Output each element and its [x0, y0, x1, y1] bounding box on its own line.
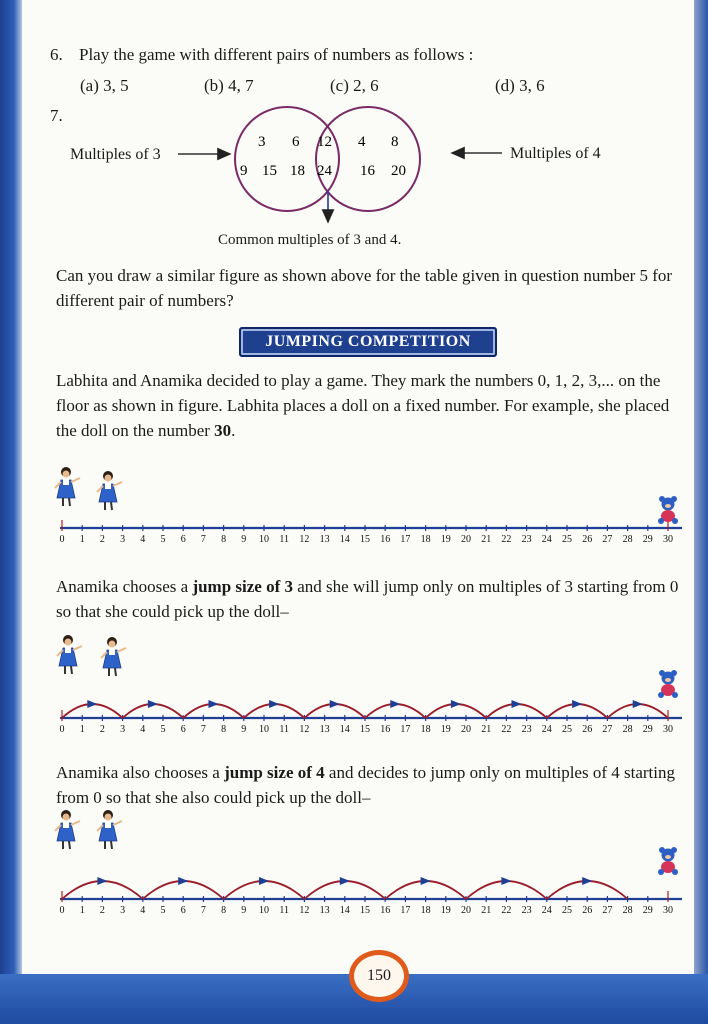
jump-arrowhead — [330, 700, 340, 708]
jump-arrowhead — [390, 700, 400, 708]
tick-label: 28 — [622, 534, 633, 545]
tick-label: 24 — [541, 724, 552, 735]
tick-label: 12 — [299, 534, 310, 545]
intro-paragraph: Labhita and Anamika decided to play a game. They mark the numbers 0, 1, 2, 3,... on the floor as shown in figure. Labhita places a doll on a fixed number. For example, she placed the doll on the number 30. — [56, 371, 670, 440]
tick-label: 26 — [582, 905, 593, 916]
tick-label: 23 — [521, 534, 532, 545]
jump-arrowhead — [582, 877, 592, 885]
tick-label: 27 — [602, 905, 613, 916]
tick-label: 7 — [200, 534, 206, 545]
tick-label: 25 — [562, 905, 572, 916]
jump-arrowhead — [572, 700, 582, 708]
venn-circle-4 — [316, 107, 420, 211]
venn-only4-b: 8 — [391, 134, 399, 150]
tick-label: 29 — [642, 905, 653, 916]
tick-label: 4 — [140, 534, 146, 545]
q6-number: 6. — [50, 45, 63, 64]
tick-label: 5 — [160, 534, 166, 545]
girl-anamika — [55, 467, 80, 506]
tick-label: 15 — [360, 724, 370, 735]
tick-label: 13 — [319, 905, 330, 916]
tick-label: 24 — [541, 905, 552, 916]
tick-label: 20 — [461, 724, 471, 735]
tick-label: 12 — [299, 905, 310, 916]
jump4-paragraph: Anamika also chooses a jump size of 4 and decides to jump only on multiples of 4 starting from 0 so that she also could pick up the doll– — [56, 763, 675, 807]
tick-label: 14 — [339, 534, 350, 545]
tick-label: 17 — [400, 724, 411, 735]
jump-arc — [62, 704, 123, 718]
tick-label: 2 — [99, 905, 105, 916]
tick-label: 8 — [221, 905, 227, 916]
tick-label: 26 — [582, 534, 593, 545]
tick-label: 12 — [299, 724, 310, 735]
tick-label: 27 — [602, 534, 613, 545]
tick-label: 21 — [481, 905, 492, 916]
question-paragraph: Can you draw a similar figure as shown above for the table given in question number 5 for different pair of numbers? — [56, 266, 673, 310]
tick-label: 18 — [420, 905, 431, 916]
tick-label: 21 — [481, 724, 492, 735]
tick-label: 14 — [339, 724, 350, 735]
tick-label: 20 — [461, 534, 471, 545]
jump-arrowhead — [148, 700, 158, 708]
tick-label: 5 — [160, 724, 166, 735]
tick-label: 1 — [79, 905, 85, 916]
jump-arc — [183, 704, 244, 718]
teddy-bear-doll — [658, 847, 678, 875]
tick-label: 11 — [279, 534, 290, 545]
tick-label: 30 — [663, 724, 673, 735]
venn-common-a: 12 — [317, 134, 332, 150]
tick-label: 27 — [602, 724, 613, 735]
tick-label: 9 — [241, 724, 247, 735]
tick-label: 4 — [140, 724, 146, 735]
venn-only3-e: 18 — [290, 163, 305, 179]
tick-label: 26 — [582, 724, 593, 735]
tick-label: 15 — [360, 534, 370, 545]
tick-label: 16 — [380, 724, 391, 735]
jump-arrowhead — [340, 877, 350, 885]
venn-only3-c: 9 — [240, 163, 248, 179]
tick-label: 13 — [319, 534, 330, 545]
jump-arrowhead — [421, 877, 431, 885]
tick-label: 9 — [241, 905, 247, 916]
q6-option-d: (d) 3, 6 — [495, 76, 545, 95]
tick-label: 28 — [622, 724, 633, 735]
tick-label: 23 — [521, 905, 532, 916]
tick-label: 18 — [420, 534, 431, 545]
tick-label: 10 — [259, 724, 269, 735]
tick-label: 6 — [180, 534, 186, 545]
tick-label: 19 — [440, 905, 451, 916]
tick-label: 14 — [339, 905, 350, 916]
teddy-bear-doll — [658, 496, 678, 524]
jump-arrowhead — [87, 700, 97, 708]
section-heading-text: JUMPING COMPETITION — [265, 333, 471, 350]
q6-option-c: (c) 2, 6 — [330, 76, 379, 95]
teddy-bear-doll — [658, 670, 678, 698]
jump-arc — [304, 704, 365, 718]
tick-label: 1 — [79, 724, 85, 735]
tick-label: 24 — [541, 534, 552, 545]
tick-label: 16 — [380, 534, 391, 545]
jump-arc — [365, 704, 426, 718]
girl-anamika — [57, 635, 82, 674]
jump-arc — [486, 704, 547, 718]
venn-only4-c: 16 — [360, 163, 375, 179]
tick-label: 30 — [663, 905, 673, 916]
tick-label: 10 — [259, 905, 269, 916]
jump-arrowhead — [512, 700, 522, 708]
number-line-jump4 — [0, 805, 708, 921]
tick-label: 29 — [642, 724, 653, 735]
tick-label: 10 — [259, 534, 269, 545]
q6-text: Play the game with different pairs of numbers as follows : — [79, 45, 474, 64]
section-heading — [239, 327, 497, 357]
tick-label: 11 — [279, 905, 290, 916]
tick-label: 19 — [440, 534, 451, 545]
tick-label: 25 — [562, 534, 572, 545]
jump-arrowhead — [269, 700, 279, 708]
tick-label: 9 — [241, 534, 247, 545]
tick-label: 0 — [59, 905, 65, 916]
tick-label: 20 — [461, 905, 471, 916]
girl-labhita — [101, 637, 126, 676]
jump-arrowhead — [259, 877, 269, 885]
tick-label: 28 — [622, 905, 633, 916]
venn-common-b: 24 — [317, 163, 332, 179]
tick-label: 11 — [279, 724, 290, 735]
jump-arrowhead — [209, 700, 219, 708]
q7-number: 7. — [50, 106, 63, 125]
jump-arc — [547, 704, 608, 718]
page-number: 150 — [367, 967, 391, 984]
tick-label: 6 — [180, 905, 186, 916]
tick-label: 16 — [380, 905, 391, 916]
tick-label: 3 — [120, 724, 126, 735]
q7-left-label: Multiples of 3 — [70, 146, 161, 163]
jump-arc — [123, 704, 184, 718]
tick-label: 2 — [99, 534, 105, 545]
tick-label: 15 — [360, 905, 370, 916]
number-line-jump3 — [0, 630, 708, 742]
tick-label: 0 — [59, 724, 65, 735]
venn-only3-a: 3 — [258, 134, 266, 150]
q7-right-label: Multiples of 4 — [510, 145, 601, 162]
tick-label: 30 — [663, 534, 673, 545]
tick-label: 1 — [79, 534, 85, 545]
tick-label: 7 — [200, 905, 206, 916]
jump-arc — [426, 704, 487, 718]
venn-only3-b: 6 — [292, 134, 300, 150]
tick-label: 3 — [120, 534, 126, 545]
tick-label: 22 — [501, 905, 512, 916]
jump-arc — [244, 704, 305, 718]
jump-arrowhead — [178, 877, 188, 885]
tick-label: 5 — [160, 905, 166, 916]
tick-label: 22 — [501, 534, 512, 545]
venn-only4-a: 4 — [358, 134, 366, 150]
tick-label: 3 — [120, 905, 126, 916]
tick-label: 17 — [400, 905, 411, 916]
girl-anamika — [55, 810, 80, 849]
jump-arc — [607, 704, 668, 718]
tick-label: 7 — [200, 724, 206, 735]
tick-label: 2 — [99, 724, 105, 735]
q6-option-a: (a) 3, 5 — [80, 76, 129, 95]
tick-label: 18 — [420, 724, 431, 735]
venn-only3-d: 15 — [262, 163, 277, 179]
tick-label: 21 — [481, 534, 492, 545]
girl-labhita — [97, 471, 122, 510]
jump3-paragraph: Anamika chooses a jump size of 3 and she will jump only on multiples of 3 starting from 0 so that she could pick up the doll– — [56, 577, 679, 621]
tick-label: 22 — [501, 724, 512, 735]
tick-label: 4 — [140, 905, 146, 916]
tick-label: 23 — [521, 724, 532, 735]
venn-circle-3 — [235, 107, 339, 211]
tick-label: 8 — [221, 534, 227, 545]
tick-label: 19 — [440, 724, 451, 735]
tick-label: 29 — [642, 534, 653, 545]
tick-label: 6 — [180, 724, 186, 735]
jump-arrowhead — [633, 700, 643, 708]
tick-label: 25 — [562, 724, 572, 735]
jump-arrowhead — [97, 877, 107, 885]
venn-caption: Common multiples of 3 and 4. — [218, 232, 402, 248]
number-line-doll — [0, 462, 708, 554]
girl-labhita — [97, 810, 122, 849]
q6-option-b: (b) 4, 7 — [204, 76, 254, 95]
page-number-badge — [349, 950, 409, 1002]
tick-label: 0 — [59, 534, 65, 545]
tick-label: 13 — [319, 724, 330, 735]
tick-label: 17 — [400, 534, 411, 545]
venn-only4-d: 20 — [391, 163, 406, 179]
jump-arrowhead — [501, 877, 511, 885]
jump-arrowhead — [451, 700, 461, 708]
tick-label: 8 — [221, 724, 227, 735]
